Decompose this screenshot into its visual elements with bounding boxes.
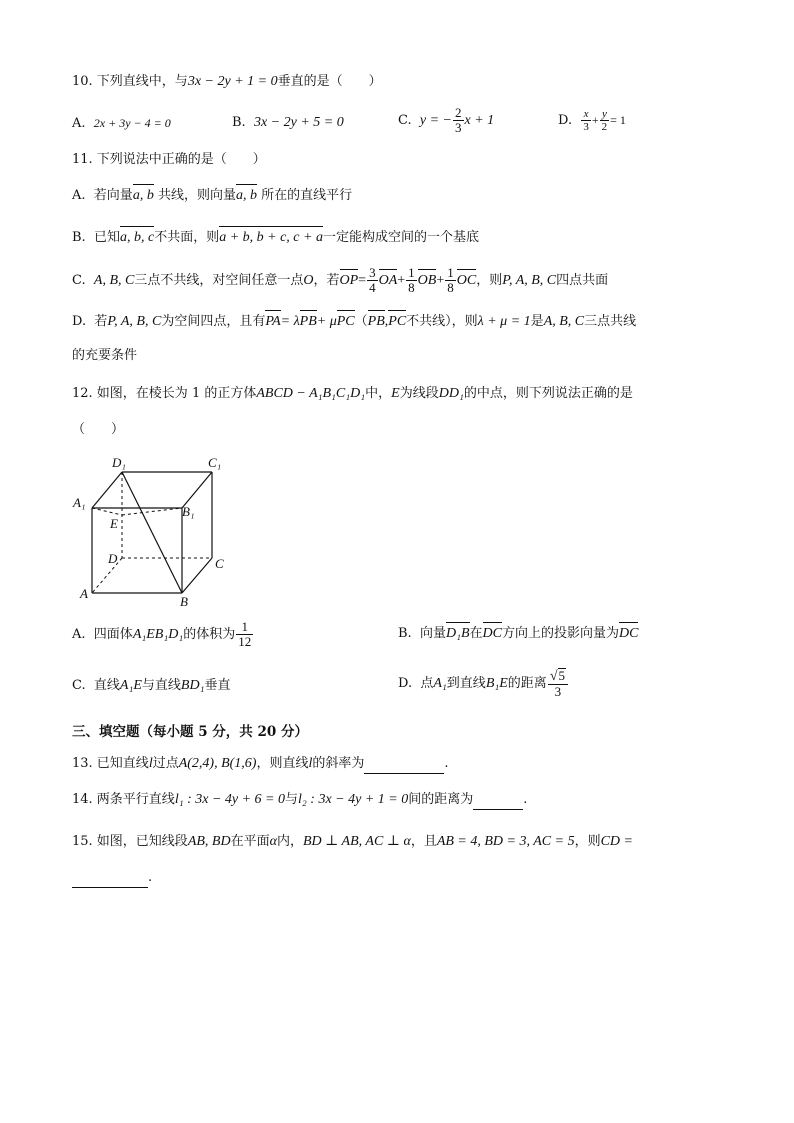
- text: ，则直线: [256, 756, 309, 771]
- tetrahedron: A₁EB₁D₁: [132, 627, 184, 642]
- line-l2: l₂ : 3x − 4y + 1 = 0: [298, 792, 409, 807]
- points-ab: A(2,4), B(1,6): [178, 756, 257, 771]
- vector-sums: a + b, b + c, c + a: [219, 228, 323, 248]
- text: 为空间四点，且有: [161, 314, 266, 329]
- edge-cb: [182, 558, 212, 593]
- denominator: 3: [554, 684, 562, 699]
- q15: [72, 832, 633, 852]
- frac-1-12: [236, 620, 253, 649]
- segments-ab-bd: AB, BD: [187, 834, 231, 849]
- q11-option-a: [72, 186, 352, 206]
- q10-d-frac1: [581, 108, 591, 133]
- q11-option-c: [72, 266, 608, 295]
- cube-name: ABCD − A₁B₁C₁D₁: [256, 386, 366, 401]
- frac-1-8: [406, 266, 417, 295]
- denominator: 2: [601, 121, 608, 133]
- text: 共线，则向量: [157, 188, 236, 203]
- text: 与直线: [141, 678, 181, 693]
- text: （: [354, 314, 368, 329]
- plus-mu: + μ: [316, 314, 337, 329]
- text: 向量: [419, 626, 446, 641]
- q11-stem: 11. 下列说法中正确的是（ ）: [72, 152, 266, 167]
- text: ，则: [476, 273, 503, 288]
- text: ，且: [410, 834, 437, 849]
- text: 的体积为: [183, 627, 236, 642]
- option-label: A.: [72, 627, 86, 642]
- segment-eb1-hidden: [122, 508, 182, 515]
- text: 不共线），则: [406, 314, 478, 329]
- vectors-abc: a, b, c: [120, 228, 154, 248]
- sqrt-sign: √: [549, 669, 558, 684]
- option-label: B.: [232, 115, 246, 130]
- label-e: E: [110, 516, 118, 531]
- text: ，则: [574, 834, 601, 849]
- text: 三点共线: [584, 314, 637, 329]
- denominator: 8: [408, 280, 415, 295]
- q12-option-c: [72, 676, 230, 696]
- text: 为线段: [399, 386, 439, 401]
- text: 的斜率为: [312, 756, 365, 771]
- numerator: 3: [369, 265, 376, 280]
- section-3-title: 三、填空题（每小题 5 分，共 20 分）: [72, 724, 308, 740]
- plus-sign: +: [591, 113, 599, 127]
- points-pabc: P, A, B, C: [107, 314, 162, 329]
- text: 中，: [365, 386, 392, 401]
- label-c: C: [215, 556, 224, 571]
- text: 若向量: [93, 188, 133, 203]
- plus: +: [436, 273, 445, 288]
- q12-option-d: [398, 668, 569, 699]
- period: .: [523, 792, 528, 807]
- denominator: 3: [455, 120, 462, 135]
- q13-answer-blank[interactable]: [364, 759, 444, 774]
- frac-1-8: [445, 266, 456, 295]
- equals-one: = 1: [610, 113, 626, 127]
- label-c1: C₁: [208, 455, 222, 470]
- text: 一定能构成空间的一个基底: [322, 230, 479, 245]
- edge-da-hidden: [92, 558, 122, 593]
- cd-equals: CD =: [600, 834, 633, 849]
- q10-option-b: [232, 113, 344, 133]
- text: 四面体: [93, 627, 133, 642]
- text: 14. 两条平行直线: [72, 792, 175, 807]
- text: 12. 如图，在棱长为 1 的正方体: [72, 386, 257, 401]
- points-pabc: P, A, B, C: [502, 273, 557, 288]
- q10-option-d: [558, 108, 626, 133]
- q10-stem: [72, 72, 382, 92]
- vector-pc: PC: [337, 312, 355, 332]
- denominator: 12: [238, 634, 252, 649]
- text: 直线: [93, 678, 120, 693]
- vectors-ab: a, b: [236, 186, 257, 206]
- option-label: C.: [72, 678, 86, 693]
- vector-d1b: D₁B: [446, 624, 470, 644]
- vector-dc: DC: [619, 624, 638, 644]
- option-label: B.: [398, 626, 412, 641]
- denominator: 4: [369, 280, 376, 295]
- q12-stem: [72, 384, 633, 404]
- q10-stem-suffix: 垂直的是（ ）: [277, 74, 382, 89]
- text: 过点: [152, 756, 179, 771]
- points-abc: A, B, C: [93, 273, 135, 288]
- label-b: B: [180, 594, 188, 609]
- text: 到直线: [446, 676, 486, 691]
- vector-pa: PA: [265, 312, 280, 332]
- text: 垂直: [204, 678, 231, 693]
- text: 四点共面: [556, 273, 609, 288]
- option-label: C.: [398, 113, 412, 128]
- q11-option-b: [72, 228, 479, 248]
- text: 不共面，则: [154, 230, 220, 245]
- text: 所在的直线平行: [261, 188, 353, 203]
- numerator: x: [581, 108, 591, 121]
- segment-dd1: DD₁: [438, 386, 464, 401]
- text: 的距离: [507, 676, 547, 691]
- text: 点: [420, 676, 434, 691]
- point-o: O: [303, 273, 314, 288]
- radicand: 5: [558, 668, 565, 683]
- numerator: y: [600, 108, 610, 121]
- vector-pb: PB: [300, 312, 317, 332]
- q12-option-b: [398, 624, 638, 644]
- label-a: A: [80, 586, 88, 601]
- q12-stem-cont: （ ）: [72, 422, 125, 437]
- line-l1: l₁ : 3x − 4y + 6 = 0: [174, 792, 286, 807]
- cube-figure: [70, 450, 240, 610]
- text: 三点不共线，对空间任意一点: [134, 273, 304, 288]
- text: 内，: [276, 834, 303, 849]
- line-l: l: [308, 756, 313, 771]
- numerator: 2: [455, 105, 462, 120]
- text: 的中点，则下列说法正确的是: [463, 386, 633, 401]
- period: .: [444, 756, 449, 771]
- q10-stem-text: 10. 下列直线中，与: [72, 74, 188, 89]
- q12-option-a: [72, 620, 254, 649]
- text: 与: [285, 792, 299, 807]
- q10-c-fraction: [453, 106, 464, 135]
- option-label: D.: [398, 676, 413, 691]
- q14-answer-blank[interactable]: [473, 795, 523, 810]
- q10-c-pre: y = −: [419, 113, 452, 128]
- numerator: [548, 668, 568, 685]
- edge-c1b1: [182, 472, 212, 508]
- period: .: [148, 870, 153, 885]
- plus: +: [397, 273, 406, 288]
- line-b1e: B₁E: [485, 676, 508, 691]
- numerator: 1: [447, 265, 454, 280]
- text: 间的距离为: [408, 792, 474, 807]
- line-a1e: A₁E: [119, 678, 142, 693]
- text: 是: [530, 314, 544, 329]
- text: 在: [469, 626, 483, 641]
- q10-d-frac2: [600, 108, 610, 133]
- vector-op: OP: [340, 271, 359, 291]
- q11-option-d: [72, 312, 636, 332]
- equals: =: [358, 273, 367, 288]
- frac-sqrt5-3: [548, 668, 568, 699]
- point-a1: A₁: [433, 676, 447, 691]
- text: ，若: [313, 273, 340, 288]
- label-d1: D₁: [112, 455, 126, 470]
- label-a1: A₁: [73, 495, 86, 510]
- line-l: l: [148, 756, 153, 771]
- comma: ,: [384, 314, 389, 329]
- label-b1: B₁: [182, 504, 195, 519]
- vector-pc: PC: [388, 312, 406, 332]
- option-label: D.: [558, 113, 573, 128]
- q15-cont: [72, 868, 152, 888]
- text: 方向上的投影向量为: [501, 626, 619, 641]
- vector-oa: OA: [379, 271, 398, 291]
- q13: [72, 754, 449, 774]
- option-label: A.: [72, 188, 86, 203]
- lambda-mu-condition: λ + μ = 1: [477, 314, 531, 329]
- option-label: D.: [72, 314, 87, 329]
- denominator: 3: [583, 121, 589, 133]
- plane-alpha: α: [269, 834, 277, 849]
- edge-a1d1: [92, 472, 122, 508]
- text: 在平面: [230, 834, 270, 849]
- equals-lambda: = λ: [280, 314, 300, 329]
- q10-b-math: 3x − 2y + 5 = 0: [253, 115, 344, 130]
- vector-oc: OC: [457, 271, 476, 291]
- text: 15. 如图，已知线段: [72, 834, 188, 849]
- frac-3-4: [367, 266, 378, 295]
- option-label: A.: [72, 116, 86, 131]
- points-abc: A, B, C: [543, 314, 585, 329]
- option-label: C.: [72, 273, 86, 288]
- text: 已知: [93, 230, 120, 245]
- segment-a1e-hidden: [92, 508, 122, 515]
- text: 13. 已知直线: [72, 756, 149, 771]
- q14: [72, 790, 527, 810]
- q15-answer-blank[interactable]: [72, 873, 148, 888]
- numerator: 1: [408, 265, 415, 280]
- line-bd1: BD₁: [180, 678, 205, 693]
- vector-ob: OB: [418, 271, 437, 291]
- numerator: 1: [236, 620, 253, 635]
- perpendicular-conditions: BD ⊥ AB, AC ⊥ α: [302, 834, 411, 849]
- q10-c-post: x + 1: [464, 113, 495, 128]
- vectors-ab: a, b: [133, 186, 154, 206]
- segment-d1b: [122, 472, 182, 593]
- text: 若: [94, 314, 108, 329]
- lengths: AB = 4, BD = 3, AC = 5: [436, 834, 575, 849]
- label-d: D: [108, 551, 118, 566]
- point-e: E: [391, 386, 400, 401]
- q10-option-a: [72, 113, 171, 134]
- q11-option-d-cont: 的充要条件: [72, 348, 138, 363]
- q10-stem-math: 3x − 2y + 1 = 0: [187, 74, 278, 89]
- vector-pb: PB: [368, 312, 385, 332]
- q10-option-c: [398, 106, 494, 135]
- option-label: B.: [72, 230, 86, 245]
- vector-dc: DC: [483, 624, 502, 644]
- denominator: 8: [447, 280, 454, 295]
- q10-a-math: 2x + 3y − 4 = 0: [93, 116, 171, 130]
